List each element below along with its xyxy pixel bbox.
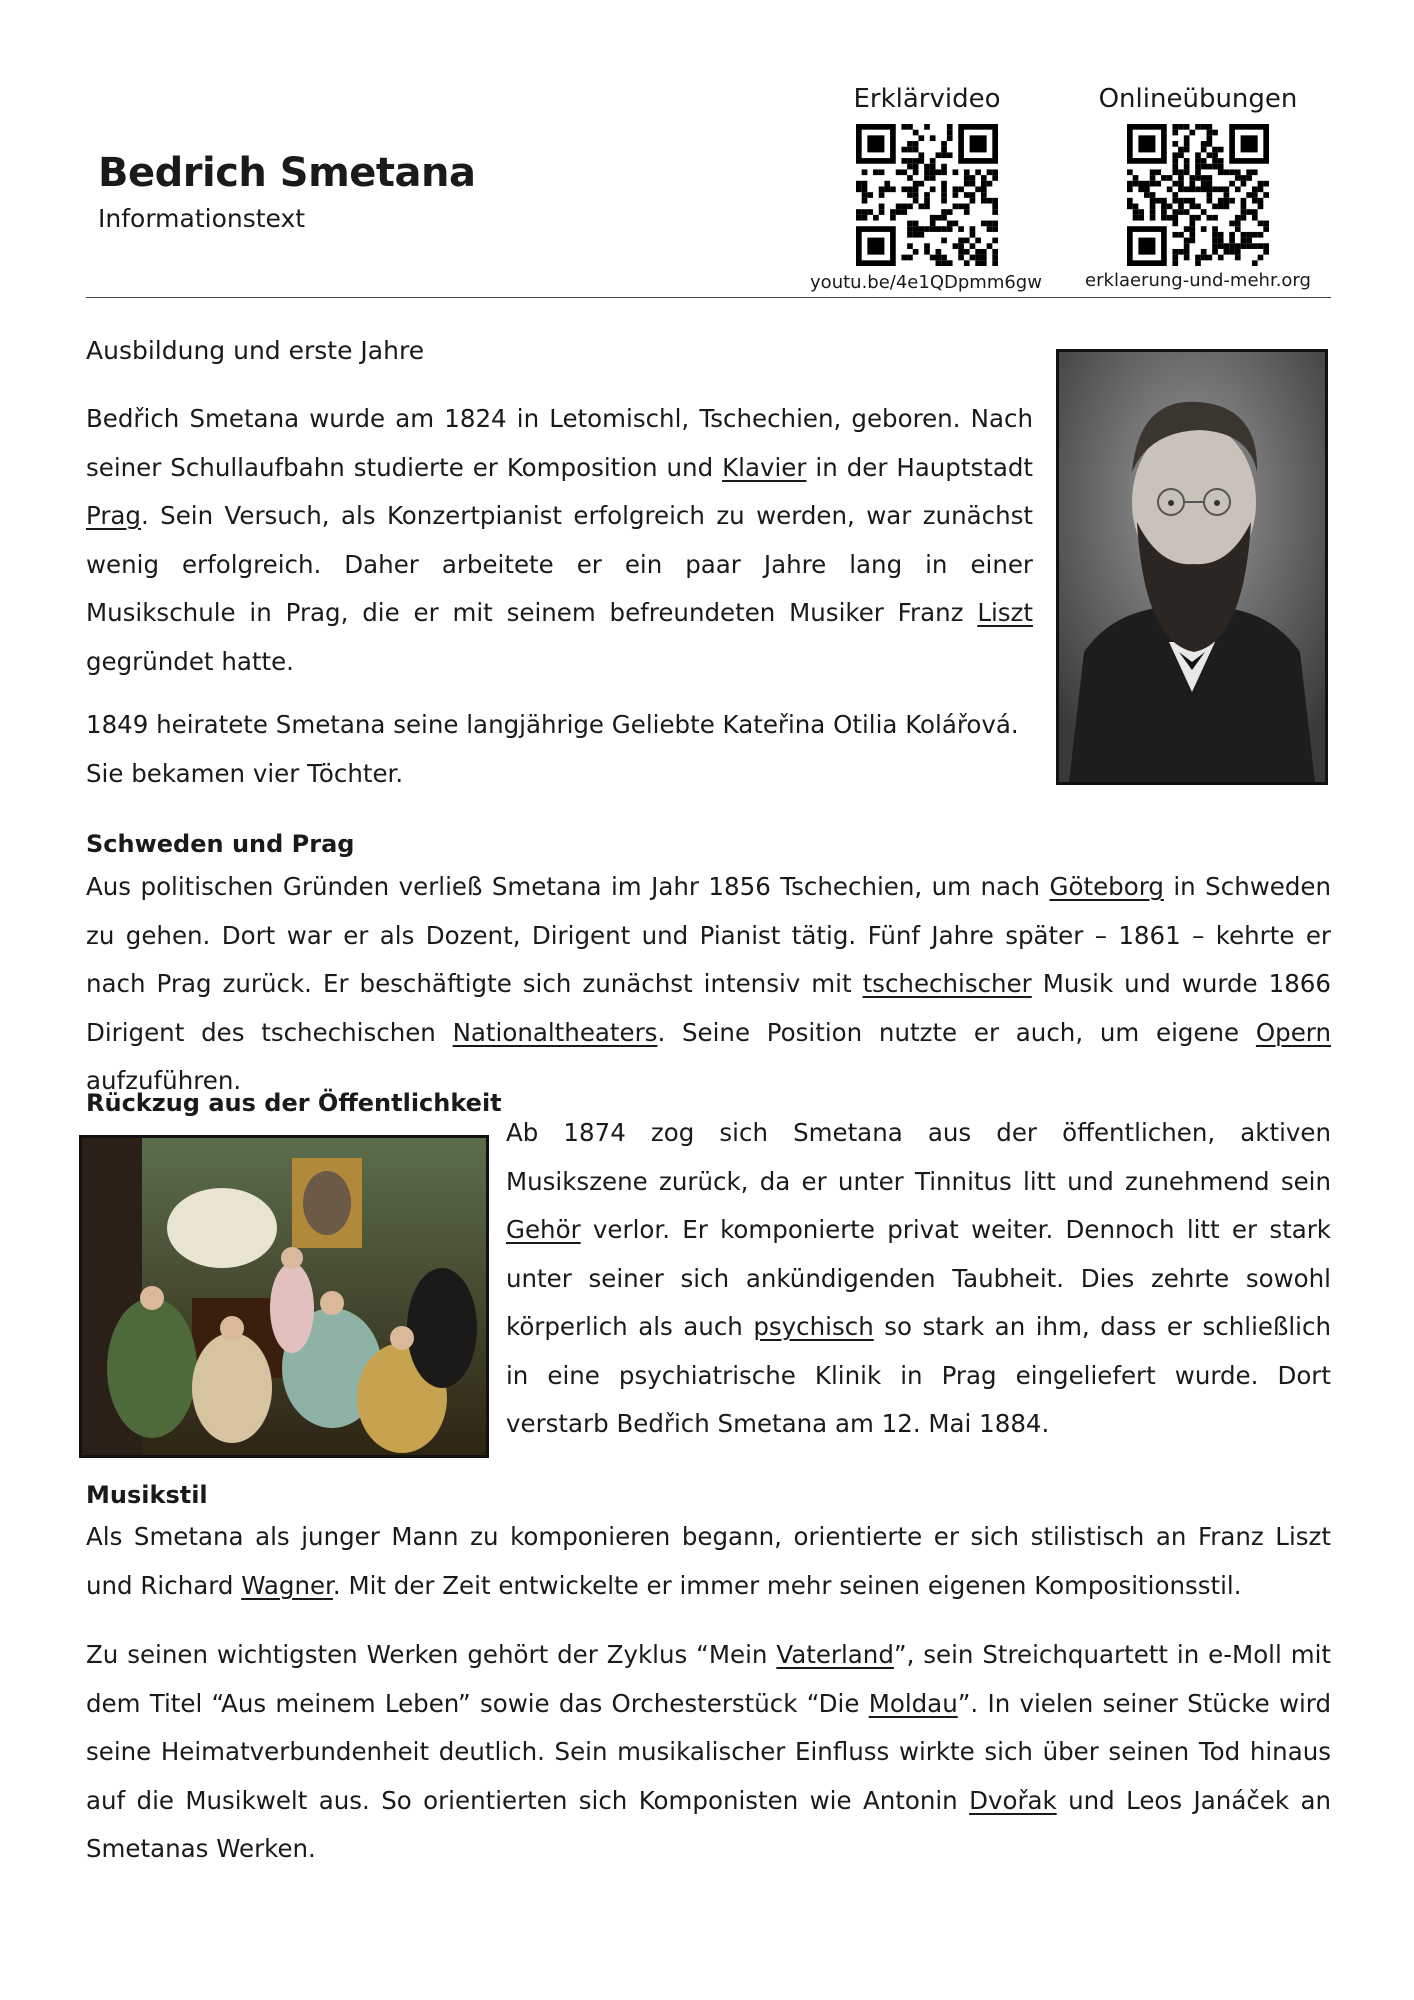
text-run: Ab 1874 zog sich Smetana aus der öffentlichen, aktiven Musikszene zurück, da er unter Tinnitus litt und zunehmend sein	[506, 1118, 1331, 1196]
section-heading-withdrawal: Rückzug aus der Öffentlichkeit	[86, 1089, 502, 1117]
text-run: in Schweden zu gehen. Dort war er als Dozent, Dirigent und Pianist tätig. Fünf Jahre später – 1861 – kehrte er nach Prag zurück. Er beschäftigte sich zunächst intensiv mit	[86, 872, 1331, 998]
page-subtitle: Informationstext	[98, 204, 306, 233]
link-prag[interactable]: Prag	[86, 501, 141, 530]
link-klavier[interactable]: Klavier	[722, 452, 807, 482]
text-run: Als Smetana als junger Mann zu komponieren begann, orientierte er sich stilistisch an Franz Liszt und Richard	[86, 1522, 1331, 1600]
text-run: verlor. Er komponierte privat weiter. Dennoch litt er stark unter seiner sich ankündigenden Taubheit. Dies zehrte sowohl körperlich als auch	[506, 1215, 1331, 1341]
section-heading-education: Ausbildung und erste Jahre	[86, 336, 425, 365]
link-psychisch[interactable]: psychisch	[753, 1312, 874, 1341]
text-run: . Sein Versuch, als Konzertpianist erfolgreich zu werden, war zunächst wenig erfolgreich. Daher arbeitete er ein paar Jahre lang in einer Musikschule in Prag, die er mit seinem befreundeten Musiker Franz	[86, 501, 1033, 627]
paragraph-education	[86, 395, 1033, 686]
exercises-qr-code[interactable]	[1127, 124, 1269, 266]
text-run: so stark an ihm, dass er schließlich in eine psychiatrische Klinik in Prag eingeliefert wurde. Dort verstarb Bedřich Smetana am 12. Mai 1884.	[506, 1312, 1331, 1438]
portrait-illustration	[1059, 352, 1325, 782]
link-goteborg[interactable]: Göteborg	[1049, 872, 1164, 901]
header-divider	[86, 297, 1331, 298]
text-run: . Mit der Zeit entwickelte er immer mehr seinen eigenen Kompositionsstil.	[332, 1570, 1242, 1600]
video-qr-code[interactable]	[856, 124, 998, 266]
text-run: Zu seinen wichtigsten Werken gehört der Zyklus “Mein	[86, 1640, 777, 1669]
section-heading-musicstyle: Musikstil	[86, 1481, 208, 1509]
paragraph-musicstyle	[86, 1513, 1331, 1610]
video-url[interactable]: youtu.be/4e1QDpmm6gw	[810, 272, 1042, 293]
link-tschechischer[interactable]: tschechischer	[862, 969, 1032, 998]
link-moldau[interactable]: Moldau	[868, 1688, 958, 1718]
link-nationaltheaters[interactable]: Nationaltheaters	[452, 1017, 658, 1047]
link-wagner[interactable]: Wagner	[241, 1570, 333, 1600]
paragraph-marriage: 1849 heiratete Smetana seine langjährige Geliebte Kateřina Otilia Kolářová. Sie bekamen vier Töchter.	[86, 710, 1019, 788]
smetana-portrait-image	[1056, 349, 1328, 785]
text-run: Musik und wurde 1866 Dirigent des tschechischen	[86, 969, 1331, 1047]
link-liszt[interactable]: Liszt	[977, 598, 1033, 627]
link-vaterland[interactable]: Vaterland	[776, 1640, 894, 1669]
page-title: Bedrich Smetana	[98, 150, 476, 196]
link-gehoer[interactable]: Gehör	[506, 1215, 581, 1244]
paragraph-works	[86, 1631, 1331, 1874]
text-run: aufzuführen.	[86, 1066, 242, 1095]
text-run: Aus politischen Gründen verließ Smetana im Jahr 1856 Tschechien, um nach	[86, 872, 1050, 901]
text-run: gegründet hatte.	[86, 646, 294, 676]
painting-illustration	[82, 1138, 486, 1455]
text-run: in der Hauptstadt	[806, 452, 1034, 482]
section-heading-sweden: Schweden und Prag	[86, 830, 355, 858]
link-dvorak[interactable]: Dvořak	[969, 1785, 1057, 1815]
link-opern[interactable]: Opern	[1255, 1017, 1331, 1047]
paragraph-withdrawal	[506, 1109, 1331, 1449]
exercises-label: Onlineübungen	[1098, 84, 1298, 114]
text-run: Bedřich Smetana wurde am 1824 in Letomischl, Tschechien, geboren. Nach seiner Schullaufbahn studierte er Komposition und	[86, 404, 1033, 482]
exercises-url[interactable]: erklaerung-und-mehr.org	[1085, 270, 1311, 291]
paragraph-sweden	[86, 863, 1331, 1106]
text-run: . Seine Position nutzte er auch, um eigene	[657, 1017, 1256, 1047]
video-label: Erklärvideo	[853, 84, 1001, 114]
text-run: ”. In vielen seiner Stücke wird seine Heimatverbundenheit deutlich. Sein musikalischer Einfluss wirkte sich über seinen Tod hinaus auf die Musikwelt aus. So orientierten sich Komponisten wie Antonin	[86, 1688, 1331, 1815]
salon-painting-image	[79, 1135, 489, 1458]
text-run: und Leos Janáček an Smetanas Werken.	[86, 1785, 1331, 1863]
text-run: ”, sein Streichquartett in e-Moll mit dem Titel “Aus meinem Leben” sowie das Orchesterstück “Die	[86, 1640, 1331, 1718]
